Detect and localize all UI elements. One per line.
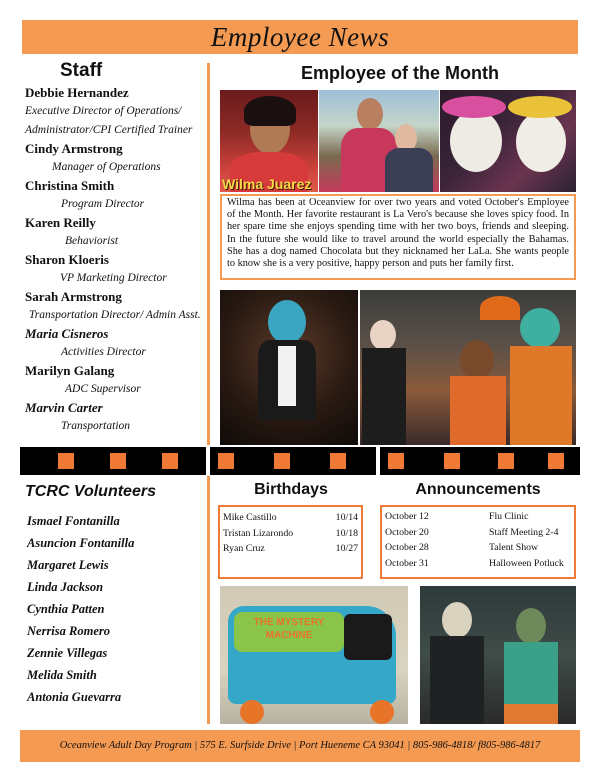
staff-name: Marilyn Galang <box>25 363 115 378</box>
announcement-date: October 12 <box>385 511 429 522</box>
haunted-costume-photo <box>420 586 576 724</box>
staff-name: Christina Smith <box>25 178 115 193</box>
birthday-row <box>223 541 358 557</box>
volunteers-heading: TCRC Volunteers <box>25 483 156 500</box>
volunteer-name: Melida Smith <box>27 668 97 682</box>
staff-title: Executive Director of Operations/ <box>25 105 182 117</box>
volunteer-name: Nerrisa Romero <box>27 624 110 638</box>
staff-title: Behaviorist <box>65 235 119 247</box>
volunteer-name: Antonia Guevarra <box>27 690 122 704</box>
mystery-machine-photo <box>220 586 408 724</box>
volunteer-name: Zennie Villegas <box>27 646 108 660</box>
staff-name: Maria Cisneros <box>25 326 109 341</box>
announcement-date: October 31 <box>385 557 429 569</box>
volunteers-list <box>27 510 134 708</box>
staff-title: Manager of Operations <box>52 161 161 173</box>
staff-list <box>25 84 207 436</box>
staff-title: Program Director <box>61 198 145 210</box>
footer-contact-info: Oceanview Adult Day Program | 575 E. Surfside Drive | Port Hueneme CA 93041 | 805-986-4818/ f805-986-4817 <box>59 740 541 751</box>
staff-name: Marvin Carter <box>25 400 103 415</box>
announcement-row <box>385 540 571 556</box>
announcement-event: Staff Meeting 2-4 <box>489 526 559 538</box>
volunteer-name: Linda Jackson <box>27 580 104 594</box>
employee-of-month-text: Wilma has been at Oceanview for over two years and voted October's Employee of the Month. Her favorite restaurant is La Vero's because she loves spicy food. In her spare time she enjoys spending time with her two boys, friends and sleeping. In the future she would like to travel around the world especially the Bahamas. She has a dog named Chocolata but they nicknamed her LaLa. She wants people to know she is a very positive, happy person and puts her family first. <box>220 194 576 280</box>
volunteer-name: Margaret Lewis <box>27 558 109 572</box>
staff-title: ADC Supervisor <box>65 383 141 395</box>
announcement-event: Flu Clinic <box>489 511 529 522</box>
birthdays-heading: Birthdays <box>254 481 328 498</box>
staff-title: VP Marketing Director <box>60 272 167 284</box>
film-strip-divider <box>20 447 580 475</box>
staff-name: Debbie Hernandez <box>25 85 129 100</box>
birthdays-box <box>218 505 363 579</box>
birthday-row <box>223 510 358 526</box>
staff-name: Cindy Armstrong <box>25 141 123 156</box>
volunteer-name: Asuncion Fontanilla <box>27 536 135 550</box>
halloween-group-photo <box>360 290 576 445</box>
birthday-row <box>223 526 358 542</box>
staff-heading: Staff <box>60 60 103 81</box>
van-sign-text: THE MYSTERY MACHINE <box>253 617 325 641</box>
birthday-name: Tristan Lizarondo <box>223 527 294 539</box>
employee-of-month-heading: Employee of the Month <box>301 63 499 83</box>
monster-costume-photo <box>220 290 358 445</box>
staff-title: Activities Director <box>61 346 146 358</box>
announcements-box <box>380 505 576 579</box>
birthday-date: 10/27 <box>335 543 358 554</box>
announcement-event: Talent Show <box>489 542 539 553</box>
announcements-heading: Announcements <box>415 481 541 498</box>
volunteer-name: Ismael Fontanilla <box>27 514 120 528</box>
staff-title: Transportation <box>61 420 131 432</box>
birthday-name: Mike Castillo <box>223 512 277 523</box>
announcement-date: October 20 <box>385 526 429 538</box>
day-of-the-dead-makeup-photo <box>440 90 576 192</box>
announcement-event: Halloween Potluck <box>489 557 564 569</box>
employee-name-label: Wilma Juarez <box>222 176 312 192</box>
employee-with-client-photo <box>319 90 439 192</box>
column-divider-top <box>207 63 210 445</box>
announcement-row <box>385 525 571 541</box>
announcement-row <box>385 556 571 572</box>
volunteer-name: Cynthia Patten <box>27 602 105 616</box>
announcement-date: October 28 <box>385 542 429 553</box>
birthday-date: 10/14 <box>335 512 358 523</box>
staff-title: Transportation Director/ Admin Asst. <box>29 309 201 321</box>
staff-title: Administrator/CPI Certified Trainer <box>25 124 193 136</box>
announcement-row <box>385 509 571 525</box>
staff-name: Sarah Armstrong <box>25 289 122 304</box>
birthday-date: 10/18 <box>335 527 358 539</box>
staff-name: Karen Reilly <box>25 215 96 230</box>
staff-name: Sharon Kloeris <box>25 252 109 267</box>
column-divider-bottom <box>207 476 210 724</box>
birthday-name: Ryan Cruz <box>223 543 265 554</box>
newsletter-title: Employee News <box>210 22 390 52</box>
